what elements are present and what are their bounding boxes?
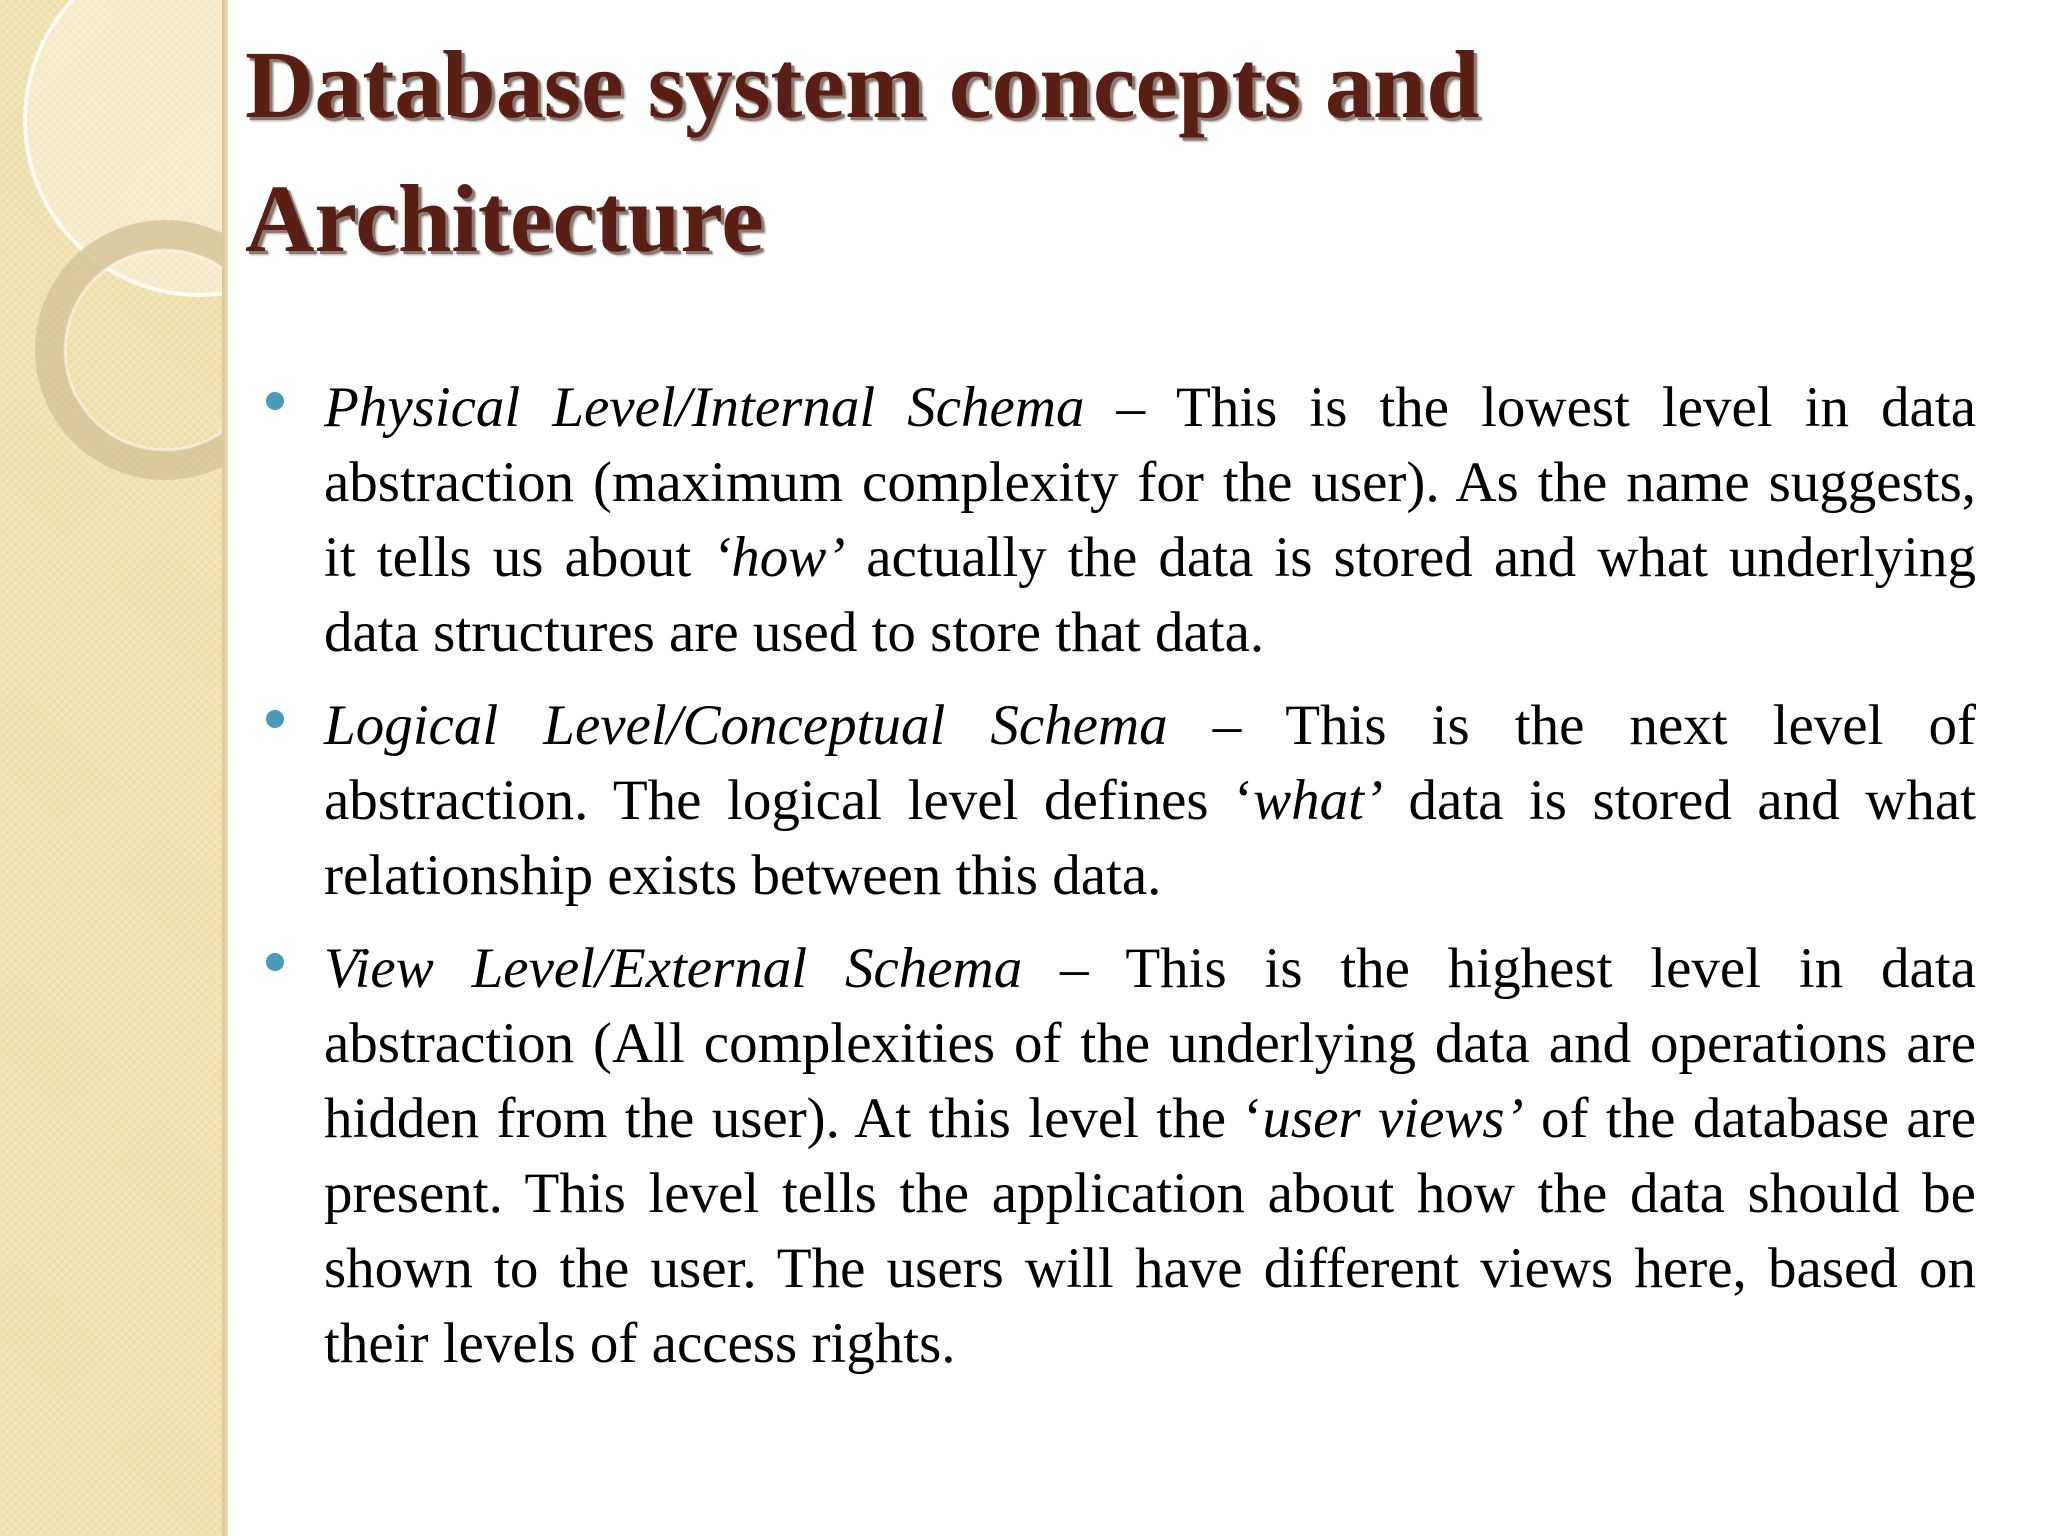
bullet-emphasis: user views’: [1262, 1087, 1524, 1150]
slide-title: [245, 18, 2005, 286]
bullet-text: data is stored and what relationship exists between this data.: [324, 769, 1977, 907]
bullet-emphasis: ‘how’: [712, 526, 846, 589]
bullet-text: – This is the next level of abstraction. The logical level defines ‘: [324, 694, 1976, 832]
bullet-text: of the database are present. This level tells the application about how the data should be shown to the user. The users will have different views here, based on their levels of access rights.: [324, 1087, 1977, 1375]
bullet-logical-level: [248, 688, 1976, 913]
decorative-sidebar: [0, 0, 222, 1536]
bullet-emphasis: what’: [1253, 769, 1383, 832]
bullet-physical-level: [248, 370, 1976, 670]
title-line-2: Architecture: [245, 165, 764, 272]
bullet-list: [248, 370, 1976, 1399]
bullet-view-level: [248, 931, 1976, 1381]
bullet-text: – This is the highest level in data abstraction (All complexities of the underlying data and operations are hidden from the user). At this level the ‘: [324, 937, 1976, 1150]
bullet-term: Physical Level/Internal Schema: [324, 376, 1085, 439]
bullet-text: – This is the lowest level in data abstraction (maximum complexity for the user). As the name suggests, it tells us about: [324, 376, 1976, 589]
title-line-1: Database system concepts and: [245, 31, 1480, 138]
bullet-term: Logical Level/Conceptual Schema: [324, 694, 1168, 757]
sidebar-edge: [222, 0, 228, 1536]
decorative-rings-graphic: [0, 0, 222, 520]
bullet-text: actually the data is stored and what underlying data structures are used to store that data.: [324, 526, 1976, 664]
bullet-term: View Level/External Schema: [324, 937, 1023, 1000]
